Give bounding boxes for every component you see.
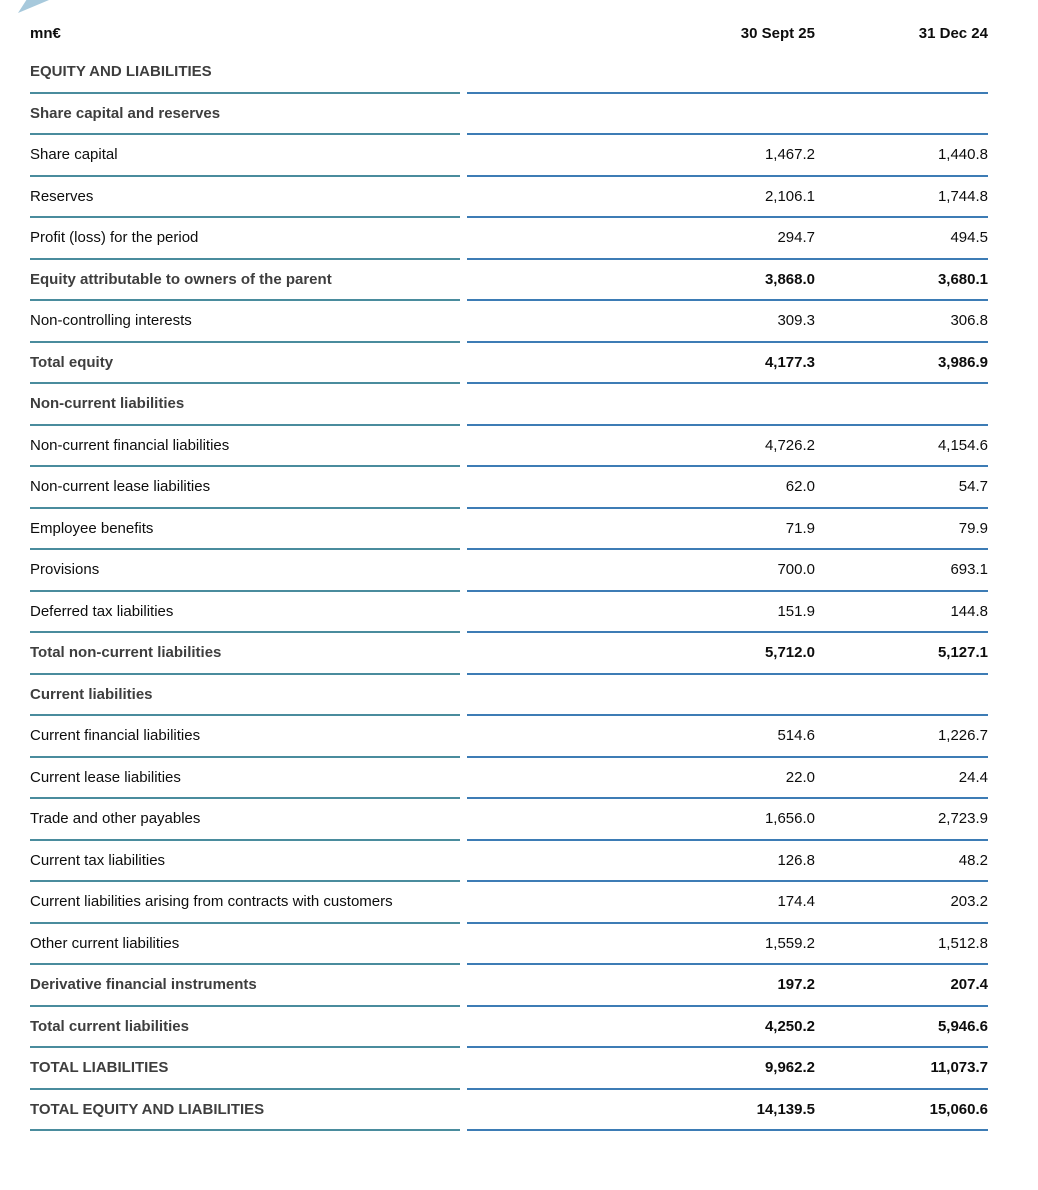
value-sept-25: 9,962.2: [764, 1059, 815, 1077]
table-row: [30, 218, 988, 260]
value-dec-24: 494.5: [950, 229, 988, 247]
value-dec-24: 4,154.6: [937, 436, 988, 454]
column-header-sept-25: 30 Sept 25: [740, 24, 815, 42]
table-row: [30, 52, 988, 94]
row-values: [467, 716, 988, 758]
table-row: [30, 841, 988, 883]
value-dec-24: 3,986.9: [937, 353, 988, 371]
table-row: [30, 135, 988, 177]
row-label: Total non-current liabilities: [30, 633, 460, 675]
table-row: [30, 965, 988, 1007]
table-row: [30, 592, 988, 634]
row-values: [467, 675, 988, 717]
row-values: [467, 343, 988, 385]
table-row: [30, 467, 988, 509]
row-values: [467, 218, 988, 260]
table-row: [30, 550, 988, 592]
row-values: [467, 758, 988, 800]
row-label: Current financial liabilities: [30, 716, 460, 758]
table-row: [30, 1090, 988, 1132]
table-row: [30, 509, 988, 551]
value-dec-24: 1,440.8: [937, 146, 988, 164]
row-values: [467, 633, 988, 675]
value-dec-24: 1,512.8: [937, 934, 988, 952]
value-sept-25: 14,139.5: [756, 1100, 815, 1118]
row-values: [467, 52, 988, 94]
table-body: [30, 52, 988, 1131]
value-dec-24: 693.1: [950, 561, 988, 579]
value-sept-25: 3,868.0: [764, 270, 815, 288]
row-values: [467, 301, 988, 343]
row-values: [467, 841, 988, 883]
row-label: Deferred tax liabilities: [30, 592, 460, 634]
row-values: [467, 509, 988, 551]
row-values: [467, 924, 988, 966]
row-values: [467, 426, 988, 468]
value-sept-25: 1,467.2: [764, 146, 815, 164]
value-sept-25: 4,726.2: [764, 436, 815, 454]
value-sept-25: 4,177.3: [764, 353, 815, 371]
row-values: [467, 467, 988, 509]
row-label: Profit (loss) for the period: [30, 218, 460, 260]
value-dec-24: 15,060.6: [929, 1100, 988, 1118]
table-row: [30, 758, 988, 800]
value-dec-24: 79.9: [958, 519, 988, 537]
row-values: [467, 965, 988, 1007]
row-label: Current tax liabilities: [30, 841, 460, 883]
value-sept-25: 197.2: [777, 976, 815, 994]
table-row: [30, 177, 988, 219]
value-sept-25: 1,656.0: [764, 810, 815, 828]
value-sept-25: 22.0: [785, 768, 815, 786]
row-label: Provisions: [30, 550, 460, 592]
row-values: [467, 260, 988, 302]
row-label: Share capital and reserves: [30, 94, 460, 136]
value-sept-25: 309.3: [777, 312, 815, 330]
value-sept-25: 62.0: [785, 478, 815, 496]
value-sept-25: 71.9: [785, 519, 815, 537]
row-label: TOTAL EQUITY AND LIABILITIES: [30, 1090, 460, 1132]
table-row: [30, 260, 988, 302]
value-sept-25: 4,250.2: [764, 1017, 815, 1035]
table-row: [30, 675, 988, 717]
row-values: [467, 1090, 988, 1132]
value-dec-24: 144.8: [950, 602, 988, 620]
table-row: [30, 426, 988, 468]
table-row: [30, 1048, 988, 1090]
row-values: [467, 550, 988, 592]
row-label: Derivative financial instruments: [30, 965, 460, 1007]
value-sept-25: 5,712.0: [764, 644, 815, 662]
row-values: [467, 135, 988, 177]
value-dec-24: 306.8: [950, 312, 988, 330]
value-dec-24: 48.2: [958, 851, 988, 869]
row-values: [467, 1007, 988, 1049]
value-dec-24: 11,073.7: [930, 1059, 988, 1077]
value-dec-24: 24.4: [958, 768, 988, 786]
balance-sheet-equity-liabilities: [30, 0, 988, 1131]
row-label: Trade and other payables: [30, 799, 460, 841]
row-label: Employee benefits: [30, 509, 460, 551]
row-label: Share capital: [30, 135, 460, 177]
value-dec-24: 54.7: [958, 478, 988, 496]
value-sept-25: 294.7: [777, 229, 815, 247]
table-row: [30, 301, 988, 343]
value-sept-25: 514.6: [777, 727, 815, 745]
row-label: Non-controlling interests: [30, 301, 460, 343]
row-values: [467, 799, 988, 841]
row-label: Total equity: [30, 343, 460, 385]
table-row: [30, 343, 988, 385]
row-label: Current lease liabilities: [30, 758, 460, 800]
value-dec-24: 5,946.6: [937, 1017, 988, 1035]
row-label: Reserves: [30, 177, 460, 219]
value-dec-24: 3,680.1: [937, 270, 988, 288]
row-label: Total current liabilities: [30, 1007, 460, 1049]
row-label: TOTAL LIABILITIES: [30, 1048, 460, 1090]
table-row: [30, 882, 988, 924]
table-row: [30, 716, 988, 758]
table-row: [30, 924, 988, 966]
value-sept-25: 700.0: [777, 561, 815, 579]
row-values: [467, 384, 988, 426]
row-label: Other current liabilities: [30, 924, 460, 966]
row-values: [467, 882, 988, 924]
row-values: [467, 94, 988, 136]
table-row: [30, 799, 988, 841]
table-header-columns: [467, 25, 988, 42]
table-header-row: [30, 0, 988, 52]
column-header-dec-24: 31 Dec 24: [918, 24, 988, 42]
row-values: [467, 1048, 988, 1090]
value-dec-24: 1,226.7: [937, 727, 988, 745]
value-dec-24: 2,723.9: [937, 810, 988, 828]
row-label: Equity attributable to owners of the parent: [30, 260, 460, 302]
row-label: Non-current lease liabilities: [30, 467, 460, 509]
row-label: Current liabilities: [30, 675, 460, 717]
value-dec-24: 203.2: [950, 893, 988, 911]
value-dec-24: 5,127.1: [937, 644, 988, 662]
value-sept-25: 126.8: [777, 851, 815, 869]
row-label: Non-current financial liabilities: [30, 426, 460, 468]
table-row: [30, 94, 988, 136]
table-row: [30, 384, 988, 426]
value-sept-25: 2,106.1: [764, 187, 815, 205]
value-sept-25: 174.4: [777, 893, 815, 911]
row-label: EQUITY AND LIABILITIES: [30, 52, 460, 94]
table-row: [30, 633, 988, 675]
row-values: [467, 177, 988, 219]
table-row: [30, 1007, 988, 1049]
value-dec-24: 1,744.8: [937, 187, 988, 205]
unit-label: mn€: [30, 24, 61, 42]
row-label: Non-current liabilities: [30, 384, 460, 426]
row-values: [467, 592, 988, 634]
value-sept-25: 151.9: [777, 602, 815, 620]
row-label: Current liabilities arising from contracts with customers: [30, 882, 460, 924]
value-sept-25: 1,559.2: [764, 934, 815, 952]
value-dec-24: 207.4: [950, 976, 988, 994]
